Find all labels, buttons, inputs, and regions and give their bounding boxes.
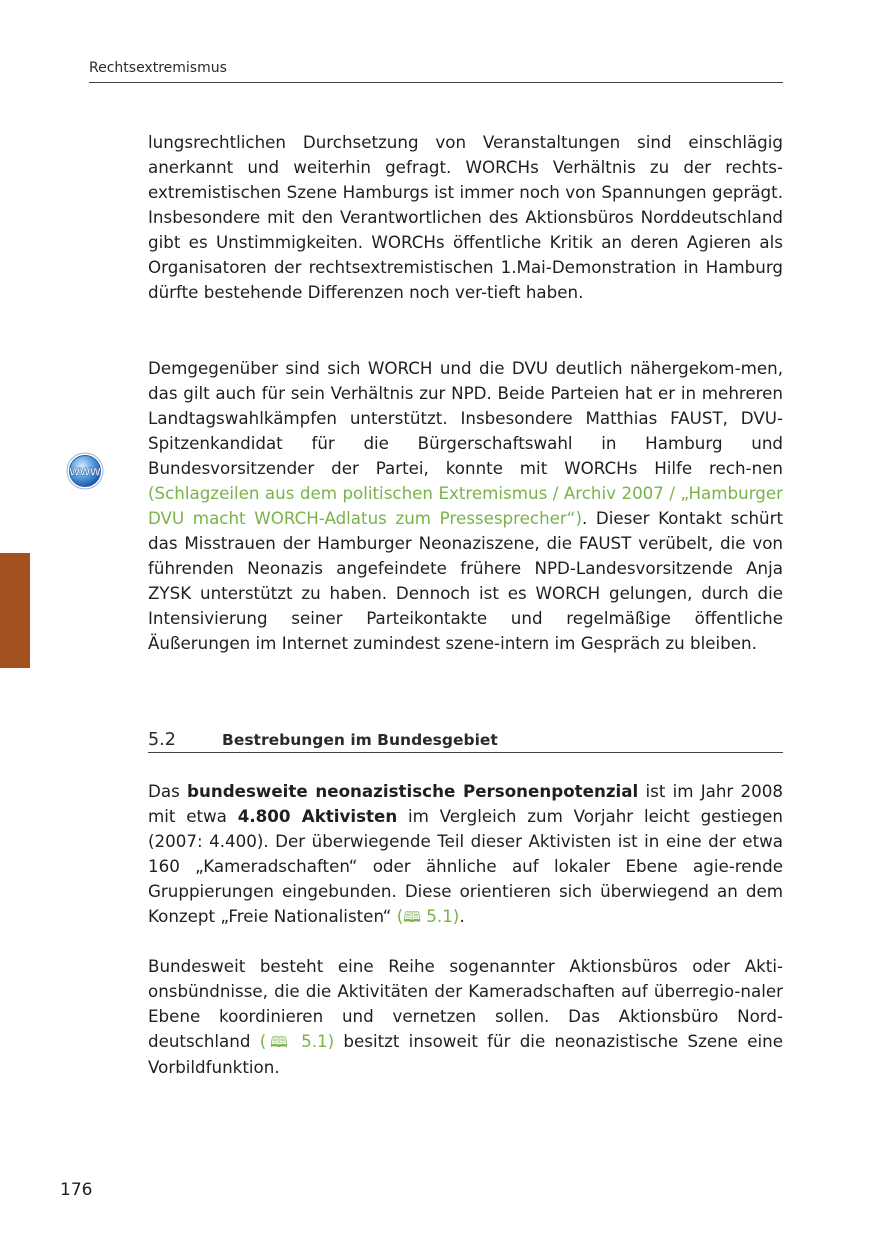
paragraph-text: Das	[148, 781, 187, 801]
bold-figure: 4.800 Aktivisten	[237, 806, 398, 826]
ref-paren: (	[396, 906, 404, 926]
running-header: Rechtsextremismus	[89, 59, 783, 83]
ref-text: 5.1)	[420, 906, 460, 926]
cross-reference-link[interactable]	[397, 906, 460, 926]
paragraph-text: Demgegenüber sind sich WORCH und die DVU deutlich nähergekom-men, das gilt auch für sein Verhältnis zur NPD. Beide Parteien hat er in mehreren Landtagswahlkämpfen unterstützt. Insbesondere Matthias FAUST, DVU-Spitzenkandidat für die Bürgerschaftswahl in Hamburg und Bundesvorsitzender der Partei, konnte mit WORCHs Hilfe rech-nen	[148, 358, 783, 478]
body-paragraph-1	[148, 130, 783, 305]
page-number: 176	[60, 1180, 93, 1200]
ref-paren: (	[259, 1031, 267, 1051]
www-globe-graphic	[66, 452, 104, 490]
book-icon: 🕮	[266, 1033, 292, 1051]
book-icon: 🕮	[403, 908, 421, 926]
archive-link[interactable]: (Schlagzeilen aus dem politischen Extremismus / Archiv 2007 / „Hamburger DVU macht WORCH-Adlatus zum Pressesprecher“)	[148, 483, 783, 528]
paragraph-text: besitzt insoweit für die neonazistische Szene eine Vorbildfunktion.	[148, 1031, 784, 1077]
chapter-side-tab	[0, 553, 30, 668]
paragraph-text: lungsrechtlichen Durchsetzung von Veranstaltungen sind einschlägig anerkannt und weiterhin gefragt. WORCHs Verhältnis zu der rechts-extremistischen Szene Hamburgs ist immer noch von Spannungen geprägt. Insbesondere mit den Verantwortlichen des Aktionsbüros Norddeutschland gibt es Unstimmigkeiten. WORCHs öffentliche Kritik an deren Agieren als Organisatoren der rechtsextremistischen 1.Mai-Demonstration in Hamburg dürfte bestehende Differenzen noch ver-tieft haben.	[148, 132, 783, 302]
section-number: 5.2	[148, 730, 176, 750]
www-icon-label: WWW	[69, 466, 101, 479]
cross-reference-link[interactable]	[260, 1031, 334, 1051]
paragraph-text: Bundesweit besteht eine Reihe sogenannter Aktionsbüros oder Akti-onsbündnisse, die die Aktivitäten der Kameradschaften auf überregio-naler Ebene koordinieren und vernetzen sollen. Das Aktionsbüro Nord-deutschland	[148, 956, 783, 1051]
section-paragraph-1	[148, 779, 783, 930]
www-icon[interactable]	[66, 452, 104, 490]
section-title: Bestrebungen im Bundesgebiet	[222, 731, 498, 749]
paragraph-text: ist im Jahr 2008 mit etwa	[148, 781, 783, 826]
ref-text: 5.1)	[291, 1031, 335, 1051]
section-heading	[148, 730, 783, 753]
section-paragraph-2	[148, 954, 783, 1080]
paragraph-text: im Vergleich zum Vorjahr leicht gestiegen (2007: 4.400). Der überwiegende Teil dieser Aktivisten ist in eine der etwa 160 „Kameradschaften“ oder ähnliche auf lokaler Ebene agie-rende Gruppierungen eingebunden. Diese orientieren sich überwiegend an dem Konzept „Freie Nationalisten“	[148, 806, 784, 926]
body-paragraph-2	[148, 356, 783, 656]
paragraph-text: .	[459, 906, 465, 926]
paragraph-text: . Dieser Kontakt schürt das Misstrauen der Hamburger Neonaziszene, die FAUST verübelt, die von führenden Neonazis angefeindete frühere NPD-Landesvorsitzende Anja ZYSK unterstützt zu haben. Dennoch ist es WORCH gelungen, durch die Intensivierung seiner Parteikontakte und regelmäßige öffentliche Äußerungen im Internet zumindest szene-intern im Gespräch zu bleiben.	[148, 508, 783, 653]
bold-term: bundesweite neonazistische Personenpotenzial	[187, 781, 639, 801]
